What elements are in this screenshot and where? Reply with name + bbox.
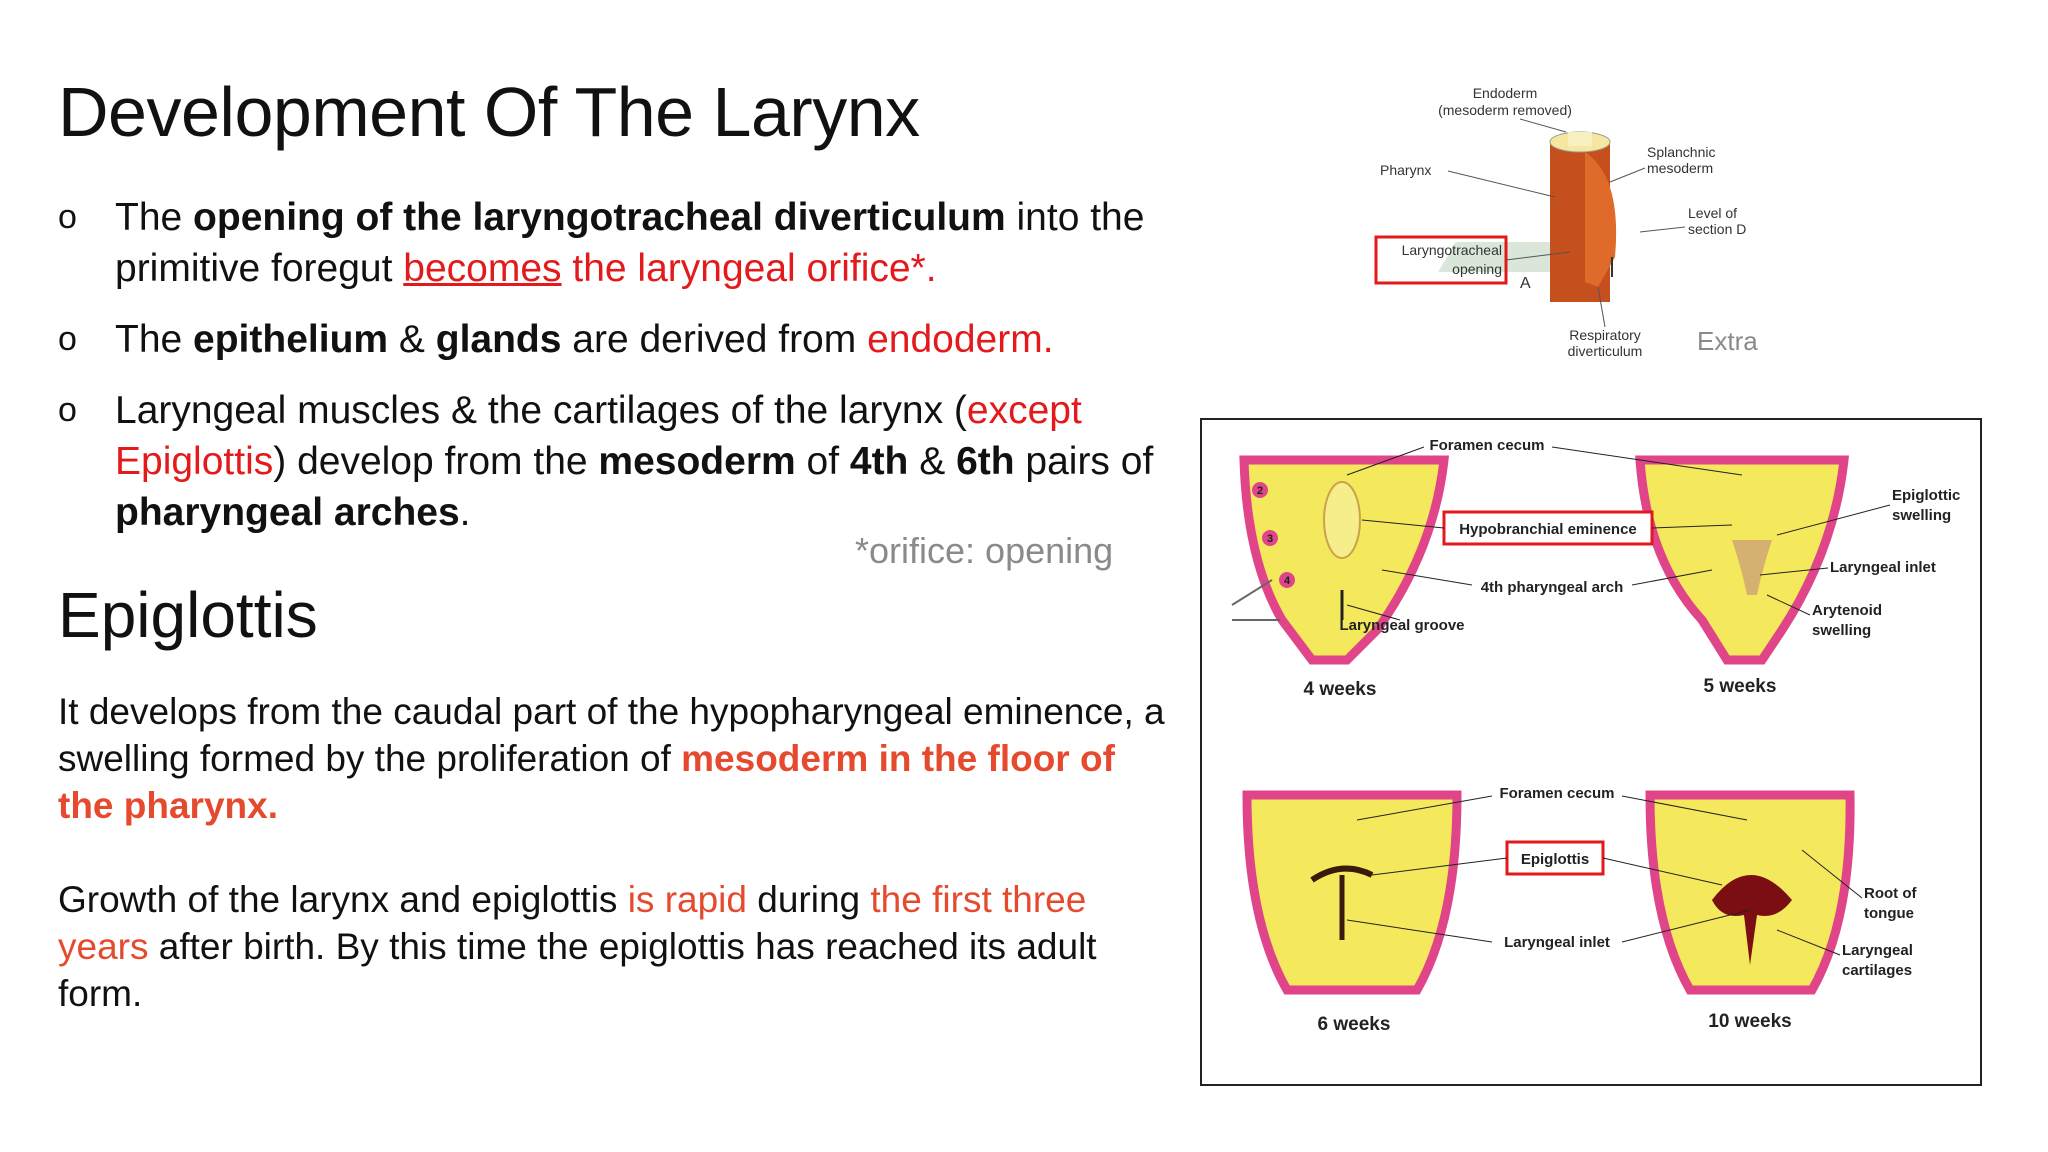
laryngotracheal-diagram [1370,82,1770,367]
bullet-highlight: the laryngeal orifice*. [561,247,937,290]
paragraph-text: during [746,879,871,920]
extra-label: Extra [1697,326,1758,356]
bullet-text: The [115,318,194,361]
label-endoderm-sub: (mesoderm removed) [1438,102,1572,118]
label-respiratory-sub: diverticulum [1567,343,1643,359]
label-5-weeks: 5 weeks [1703,676,1777,697]
label-level: Level of [1688,205,1738,221]
slide-title: Development Of The Larynx [58,73,920,151]
bullet-bold: epithelium [193,318,389,361]
paragraph-highlight: the first three years [58,879,1087,967]
label-laryngo: Laryngotracheal [1401,242,1502,258]
pharynx-floor-svg [1202,420,1980,1084]
label-laryngeal-inlet-1: Laryngeal inlet [1830,559,1936,576]
label-epiglottic: Epiglottic [1892,487,1961,504]
paragraph-text: Growth of the larynx and epiglottis [58,879,628,920]
bullet-bold: 6th [956,440,1015,483]
label-laryngeal-groove: Laryngeal groove [1339,617,1465,634]
paragraph-text: It develops from the caudal part of the hypopharyngeal eminence, a swelling formed by the proliferation of [58,691,1165,779]
foregut-lumen [1568,132,1592,146]
bullet-item-1 [58,192,1178,294]
label-respiratory: Respiratory [1569,327,1641,343]
leader-line [1610,168,1645,182]
arch-number: 4 [1283,575,1291,587]
bullet-text: pairs of [1014,440,1154,483]
label-arytenoid: Arytenoid [1812,602,1883,619]
leader-line [1640,227,1685,232]
bullet-text: into the primitive foregut [115,196,1145,290]
bullet-text: Laryngeal muscles & the cartilages of the larynx ( [115,389,967,432]
bullet-text: . [459,491,471,534]
bullet-marker: o [58,198,77,236]
pharynx-floor-diagram [1200,418,1982,1086]
bullet-highlight: except Epiglottis [115,389,1082,483]
label-pharynx: Pharynx [1380,162,1432,178]
label-arytenoid-sub: swelling [1812,622,1872,639]
label-10-weeks: 10 weeks [1708,1011,1792,1032]
label-4-weeks: 4 weeks [1303,679,1377,700]
leader-line [1520,119,1566,132]
label-root: Root of [1864,885,1917,902]
bullet-list [58,192,1178,558]
bullet-item-3 [58,385,1178,538]
label-splanchnic: Splanchnic [1647,144,1716,160]
label-hypobranchial: Hypobranchial eminence [1459,521,1637,538]
label-letter: A [1520,275,1531,292]
bullet-text: of [795,440,850,483]
bullet-item-2 [58,314,1178,365]
embryo-6-weeks [1247,795,1457,990]
label-splanchnic-sub: mesoderm [1647,160,1714,176]
bullet-highlight: endoderm. [867,318,1054,361]
label-6-weeks: 6 weeks [1317,1014,1391,1035]
bullet-text: ) develop from the [273,440,599,483]
paragraph-highlight: is rapid [627,879,747,920]
footnote: *orifice: opening [855,530,1114,571]
paragraph-2 [58,876,1178,1017]
arch-number: 2 [1256,485,1264,497]
bullet-bold: pharyngeal arches [115,491,460,534]
bullet-text: are derived from [561,318,868,361]
label-epiglottic-sub: swelling [1892,507,1952,524]
paragraph-1 [58,688,1178,829]
bullet-bold: 4th [849,440,909,483]
label-laryngo-sub: opening [1452,261,1502,277]
label-cartilages-sub: cartilages [1842,962,1913,979]
bullet-bold: glands [435,318,562,361]
leader-line [1448,171,1555,197]
section-heading: Epiglottis [58,579,318,651]
paragraph-text: after birth. By this time the epiglottis has reached its adult form. [58,926,1097,1014]
label-foramen-cecum: Foramen cecum [1429,437,1545,454]
paragraph-highlight: mesoderm in the floor of the pharynx. [58,738,1115,826]
bullet-highlight: becomes [403,247,562,290]
bullet-bold: opening of the laryngotracheal diverticulum [193,196,1006,239]
label-root-sub: tongue [1864,905,1914,922]
hypobranchial-swelling [1324,482,1360,558]
label-arch4: 4th pharyngeal arch [1480,579,1624,596]
bullet-text: The [115,196,194,239]
label-laryngeal-inlet-2: Laryngeal inlet [1504,934,1610,951]
bullet-marker: o [58,391,77,429]
bullet-marker: o [58,320,77,358]
label-epiglottis: Epiglottis [1520,851,1590,868]
label-foramen-cecum-2: Foramen cecum [1499,785,1615,802]
label-cartilages: Laryngeal [1842,942,1913,959]
label-endoderm: Endoderm [1472,85,1538,101]
bullet-bold: mesoderm [598,440,796,483]
bullet-text: & [388,318,436,361]
label-level-sub: section D [1688,221,1747,237]
arch-number: 3 [1266,533,1274,545]
bullet-text: & [908,440,957,483]
